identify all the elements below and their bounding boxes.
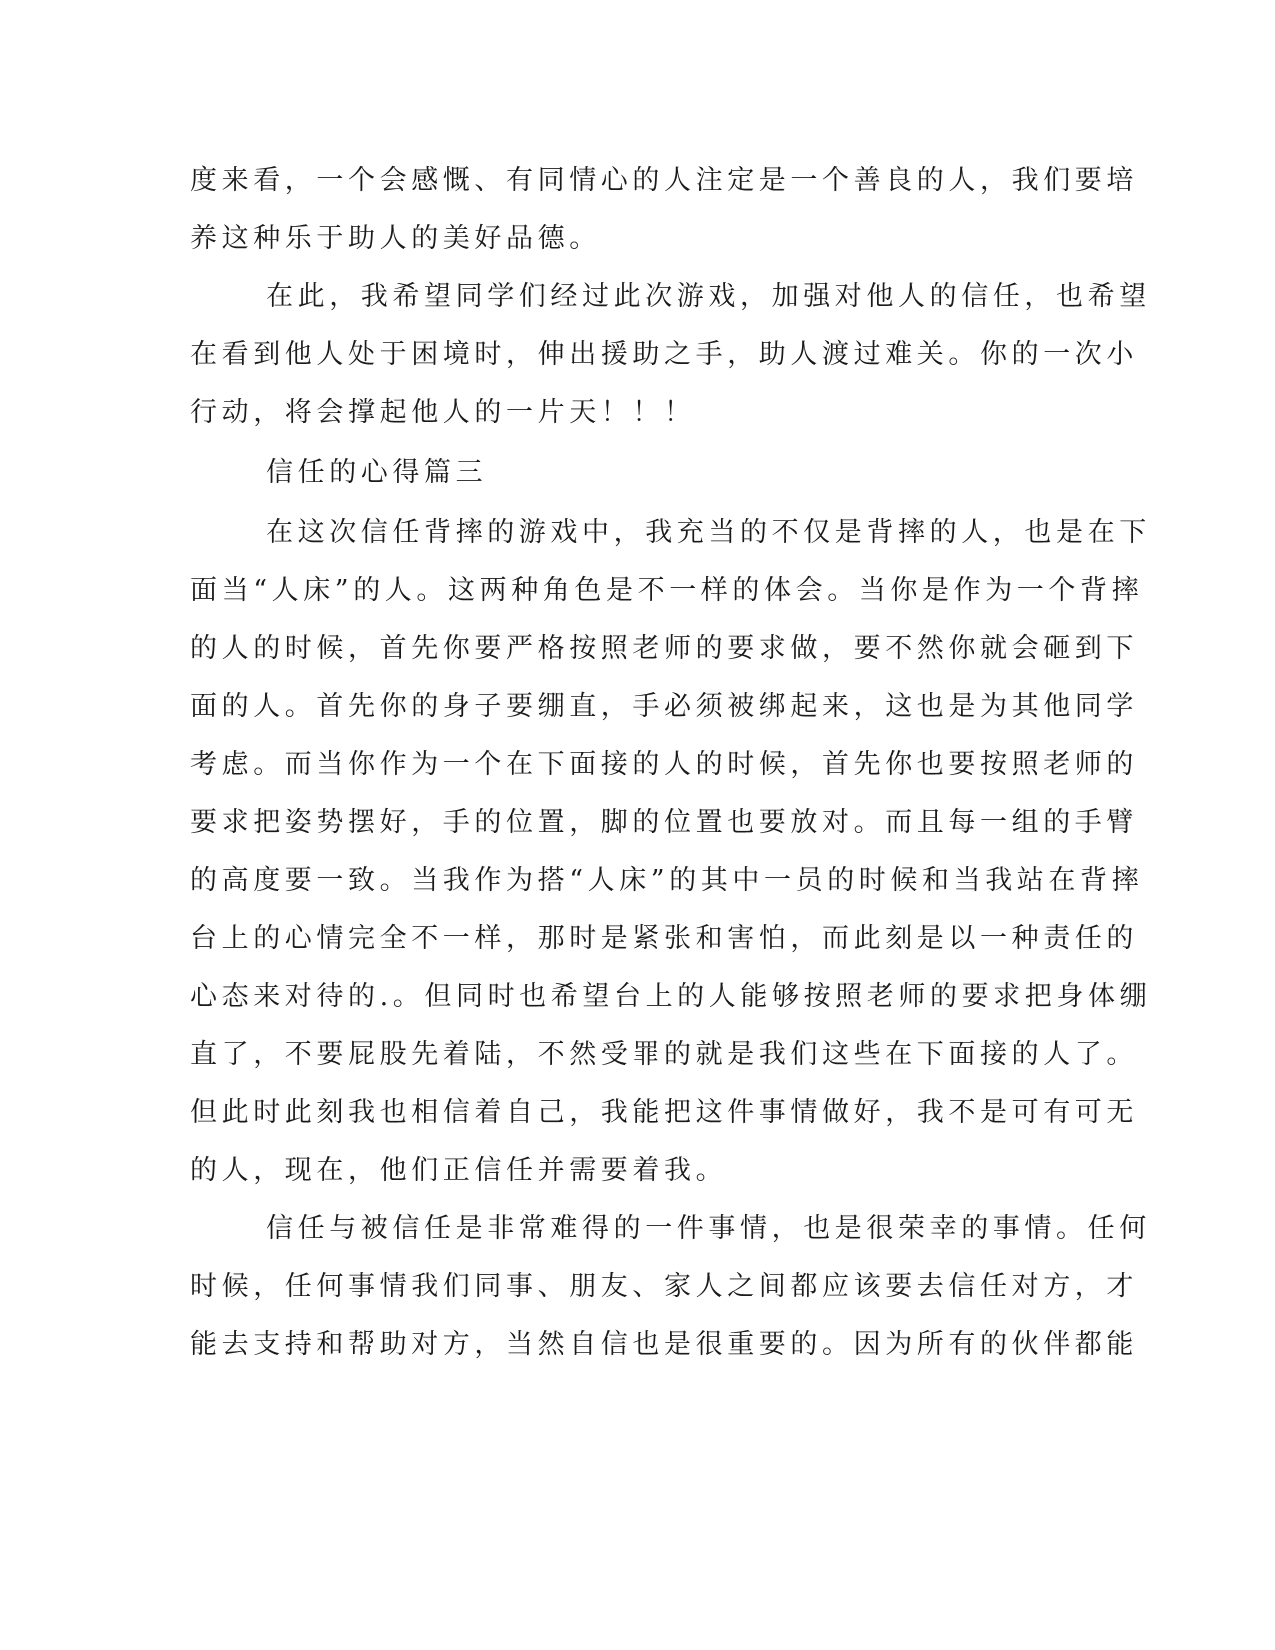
text-line: 度来看，一个会感慨、有同情心的人注定是一个善良的人，我们要培 [190, 165, 1138, 196]
section-heading: 信任的心得篇三 [266, 457, 488, 488]
text-line: 在看到他人处于困境时，伸出援助之手，助人渡过难关。你的一次小 [190, 339, 1138, 370]
paragraph-start-line: 在这次信任背摔的游戏中，我充当的不仅是背摔的人，也是在下 [266, 517, 1151, 548]
text-line: 但此时此刻我也相信着自己，我能把这件事情做好，我不是可有可无 [190, 1097, 1138, 1128]
text-line: 直了，不要屁股先着陆，不然受罪的就是我们这些在下面接的人了。 [190, 1039, 1138, 1070]
text-line: 养这种乐于助人的美好品德。 [190, 223, 601, 254]
text-line: 能去支持和帮助对方，当然自信也是很重要的。因为所有的伙伴都能 [190, 1329, 1138, 1360]
paragraph-start-line: 在此，我希望同学们经过此次游戏，加强对他人的信任，也希望 [266, 281, 1151, 312]
paragraph-start-line: 信任与被信任是非常难得的一件事情，也是很荣幸的事情。任何 [266, 1213, 1151, 1244]
text-line: 心态来对待的.。但同时也希望台上的人能够按照老师的要求把身体绷 [190, 981, 1152, 1012]
text-line: 的高度要一致。当我作为搭“人床”的其中一员的时候和当我站在背摔 [190, 865, 1144, 896]
text-line: 行动，将会撑起他人的一片天！！！ [190, 397, 696, 428]
text-line: 的人的时候，首先你要严格按照老师的要求做，要不然你就会砸到下 [190, 633, 1138, 664]
text-line: 台上的心情完全不一样，那时是紧张和害怕，而此刻是以一种责任的 [190, 923, 1138, 954]
text-line: 要求把姿势摆好，手的位置，脚的位置也要放对。而且每一组的手臂 [190, 807, 1138, 838]
text-line: 面当“人床”的人。这两种角色是不一样的体会。当你是作为一个背摔 [190, 575, 1144, 606]
text-line: 的人，现在，他们正信任并需要着我。 [190, 1155, 728, 1186]
text-line: 考虑。而当你作为一个在下面接的人的时候，首先你也要按照老师的 [190, 749, 1138, 780]
text-line: 面的人。首先你的身子要绷直，手必须被绑起来，这也是为其他同学 [190, 691, 1138, 722]
text-line: 时候，任何事情我们同事、朋友、家人之间都应该要去信任对方，才 [190, 1271, 1138, 1302]
